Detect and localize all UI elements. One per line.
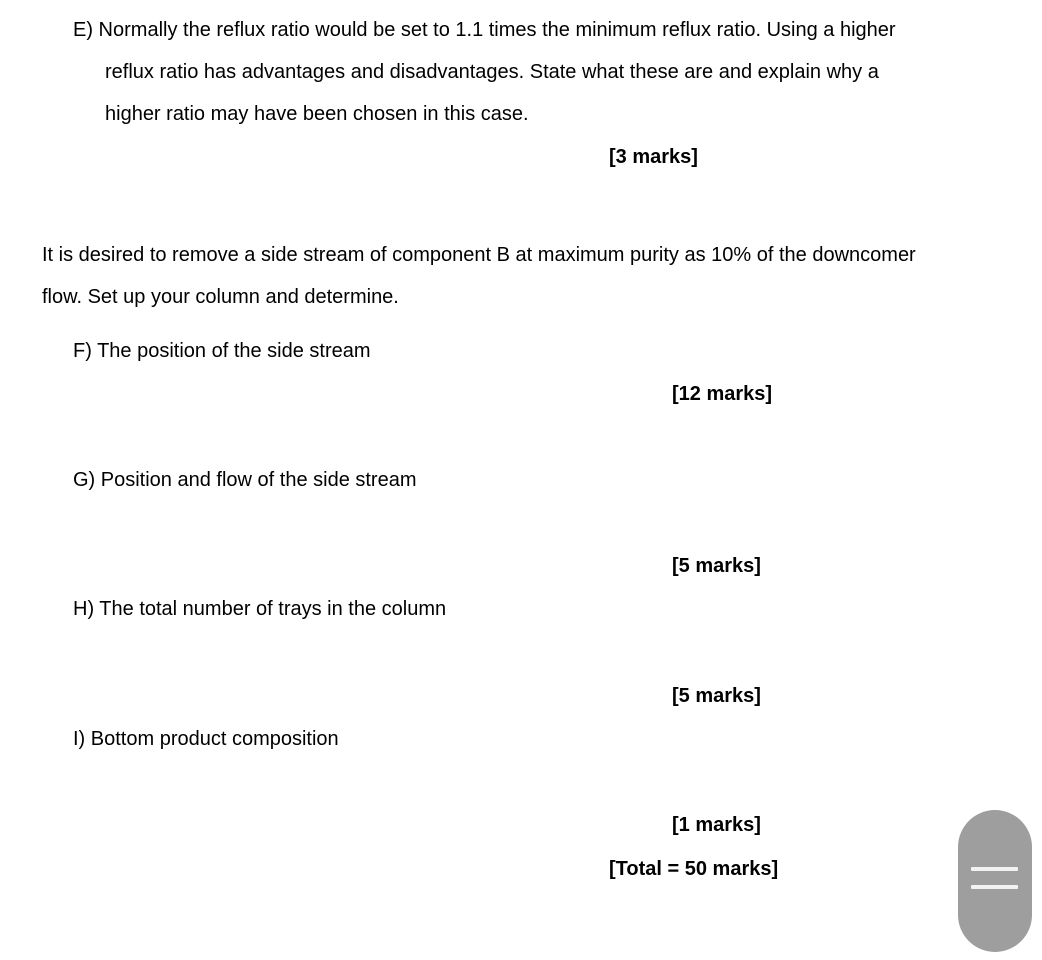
grip-line-top xyxy=(971,867,1018,871)
question-h-text: H) The total number of trays in the column xyxy=(73,598,447,620)
question-f-marks: [12 marks] xyxy=(672,383,773,405)
intro-line-2: flow. Set up your column and determine. xyxy=(42,286,399,308)
grip-line-bottom xyxy=(971,885,1018,889)
question-i-marks: [1 marks] xyxy=(672,814,761,836)
question-g-marks: [5 marks] xyxy=(672,555,761,577)
total-marks: [Total = 50 marks] xyxy=(609,858,779,880)
question-h-marks: [5 marks] xyxy=(672,685,761,707)
scroll-handle[interactable] xyxy=(958,810,1032,952)
question-f-text: F) The position of the side stream xyxy=(73,340,371,362)
question-e-line-3: higher ratio may have been chosen in this case. xyxy=(105,103,529,125)
question-g-text: G) Position and flow of the side stream xyxy=(73,469,417,491)
intro-line-1: It is desired to remove a side stream of component B at maximum purity as 10% of the downcomer xyxy=(42,244,916,266)
question-e-line-2: reflux ratio has advantages and disadvantages. State what these are and explain why a xyxy=(105,61,879,83)
question-e-line-1: E) Normally the reflux ratio would be set to 1.1 times the minimum reflux ratio. Using a higher xyxy=(73,19,896,41)
question-i-text: I) Bottom product composition xyxy=(73,728,339,750)
question-e-marks: [3 marks] xyxy=(609,146,698,168)
